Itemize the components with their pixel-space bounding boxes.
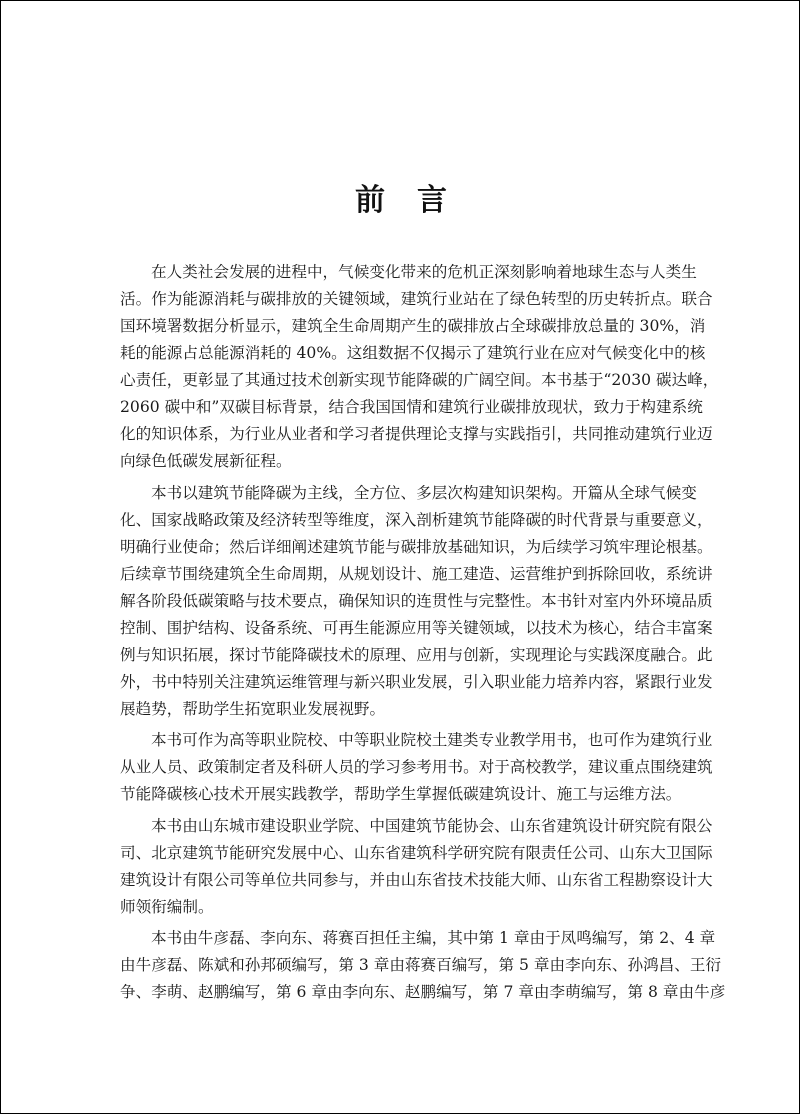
text-line: 控制、围护结构、设备系统、可再生能源应用等关键领域，以技术为核心，结合丰富案 (120, 618, 713, 637)
text-line: 争、李萌、赵鹏编写，第 6 章由李向东、赵鹏编写，第 7 章由李萌编写，第 8 章由牛彦 (120, 983, 726, 1001)
text-line: 本书以建筑节能降碳为主线，全方位、多层次构建知识架构。开篇从全球气候变 (151, 483, 697, 502)
text-line: 展趋势，帮助学生拓宽职业发展视野。 (120, 699, 386, 718)
text-line: 师领衔编制。 (120, 897, 214, 916)
text-line: 司、北京建筑节能研究发展中心、山东省建筑科学研究院有限责任公司、山东大卫国际 (120, 843, 713, 862)
text-line: 由牛彦磊、陈斌和孙邦硕编写，第 3 章由蒋赛百编写，第 5 章由李向东、孙鸿昌、王衍 (120, 956, 722, 974)
paragraph (120, 727, 713, 808)
text-line: 明确行业使命；然后详细阐述建筑节能与碳排放基础知识，为后续学习筑牢理论根基。 (120, 537, 713, 556)
text-line: 国环境署数据分析显示，建筑全生命周期产生的碳排放占全球碳排放总量的 30%，消 (120, 317, 706, 335)
text-line: 向绿色低碳发展新征程。 (120, 452, 292, 470)
text-line: 在人类社会发展的进程中，气候变化带来的危机正深刻影响着地球生态与人类生 (151, 263, 697, 281)
text-line: 从业人员、政策制定者及科研人员的学习参考用书。对于高校教学，建议重点围绕建筑 (120, 758, 713, 776)
text-line: 后续章节围绕建筑全生命周期，从规划设计、施工建造、运营维护到拆除回收，系统讲 (120, 564, 713, 583)
text-line: 2060 碳中和”双碳目标背景，结合我国国情和建筑行业碳排放现状，致力于构建系统 (120, 398, 703, 416)
text-line: 化、国家战略政策及经济转型等维度，深入剖析建筑节能降碳的时代背景与重要意义， (120, 510, 713, 529)
page-title: 前言 (355, 183, 479, 218)
text-line: 节能降碳核心技术开展实践教学，帮助学生掌握低碳建筑设计、施工与运维方法。 (120, 785, 682, 803)
paragraph (120, 925, 726, 1006)
text-line: 本书由牛彦磊、李向东、蒋赛百担任主编，其中第 1 章由于凤鸣编写，第 2、4 章 (151, 929, 716, 947)
paragraph (120, 259, 719, 475)
paragraph (120, 813, 713, 921)
text-line: 活。作为能源消耗与碳排放的关键领域，建筑行业站在了绿色转型的历史转折点。联合 (120, 290, 713, 308)
paragraph (120, 480, 713, 723)
text-line: 外，书中特别关注建筑运维管理与新兴职业发展，引入职业能力培养内容，紧跟行业发 (120, 672, 713, 691)
text-line: 化的知识体系，为行业从业者和学习者提供理论支撑与实践指引，共同推动建筑行业迈 (120, 425, 713, 443)
text-line: 本书由山东城市建设职业学院、中国建筑节能协会、山东省建筑设计研究院有限公 (151, 816, 713, 835)
text-line: 建筑设计有限公司等单位共同参与，并由山东省技术技能大师、山东省工程勘察设计大 (120, 870, 713, 889)
text-line: 解各阶段低碳策略与技术要点，确保知识的连贯性与完整性。本书针对室内外环境品质 (120, 591, 713, 610)
text-line: 本书可作为高等职业院校、中等职业院校土建类专业教学用书，也可作为建筑行业 (151, 731, 713, 749)
preface-body (120, 259, 726, 1011)
text-line: 例与知识拓展，探讨节能降碳技术的原理、应用与创新，实现理论与实践深度融合。此 (120, 645, 713, 664)
text-line: 心责任，更彰显了其通过技术创新实现节能降碳的广阔空间。本书基于“2030 碳达峰， (120, 371, 719, 389)
text-line: 耗的能源占总能源消耗的 40%。这组数据不仅揭示了建筑行业在应对气候变化中的核 (120, 344, 706, 362)
